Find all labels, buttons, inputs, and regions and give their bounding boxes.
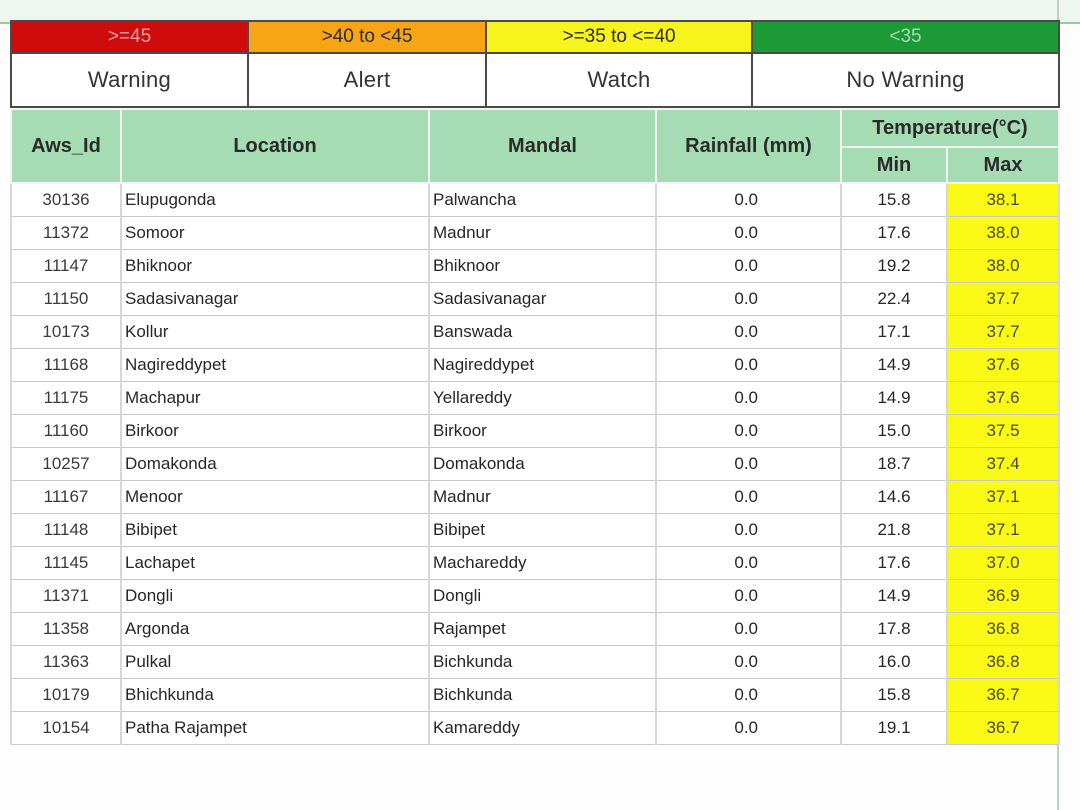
cell-min-temp: 15.8 (841, 183, 947, 217)
cell-mandal: Palwancha (429, 183, 656, 217)
table-row (11, 679, 1059, 712)
table-row (11, 448, 1059, 481)
cell-max-temp: 36.7 (947, 712, 1059, 745)
header-rainfall: Rainfall (mm) (656, 109, 841, 183)
cell-location: Domakonda (121, 448, 429, 481)
cell-aws-id: 30136 (11, 183, 121, 217)
cell-max-temp: 37.1 (947, 514, 1059, 547)
legend-label-no-warning: No Warning (752, 53, 1059, 107)
cell-location: Pulkal (121, 646, 429, 679)
cell-max-temp: 36.8 (947, 646, 1059, 679)
temperature-table (10, 108, 1060, 745)
cell-mandal: Madnur (429, 217, 656, 250)
cell-aws-id: 10173 (11, 316, 121, 349)
cell-aws-id: 11168 (11, 349, 121, 382)
cell-min-temp: 15.0 (841, 415, 947, 448)
cell-location: Patha Rajampet (121, 712, 429, 745)
cell-min-temp: 19.1 (841, 712, 947, 745)
cell-location: Sadasivanagar (121, 283, 429, 316)
cell-rainfall: 0.0 (656, 217, 841, 250)
cell-min-temp: 22.4 (841, 283, 947, 316)
cell-mandal: Machareddy (429, 547, 656, 580)
cell-min-temp: 17.6 (841, 217, 947, 250)
cell-min-temp: 17.6 (841, 547, 947, 580)
cell-mandal: Bichkunda (429, 679, 656, 712)
table-row (11, 712, 1059, 745)
cell-rainfall: 0.0 (656, 183, 841, 217)
cell-rainfall: 0.0 (656, 679, 841, 712)
cell-mandal: Rajampet (429, 613, 656, 646)
cell-rainfall: 0.0 (656, 316, 841, 349)
header-min: Min (841, 147, 947, 183)
header-max: Max (947, 147, 1059, 183)
cell-mandal: Kamareddy (429, 712, 656, 745)
table-row (11, 382, 1059, 415)
cell-rainfall: 0.0 (656, 448, 841, 481)
table-row (11, 646, 1059, 679)
cell-location: Elupugonda (121, 183, 429, 217)
cell-min-temp: 14.9 (841, 382, 947, 415)
cell-location: Dongli (121, 580, 429, 613)
legend-range-alert: >40 to <45 (248, 21, 486, 53)
cell-min-temp: 15.8 (841, 679, 947, 712)
cell-min-temp: 14.6 (841, 481, 947, 514)
cell-max-temp: 37.7 (947, 316, 1059, 349)
cell-rainfall: 0.0 (656, 547, 841, 580)
cell-mandal: Birkoor (429, 415, 656, 448)
cell-mandal: Nagireddypet (429, 349, 656, 382)
cell-location: Argonda (121, 613, 429, 646)
cell-min-temp: 19.2 (841, 250, 947, 283)
legend-label-watch: Watch (486, 53, 752, 107)
cell-location: Machapur (121, 382, 429, 415)
cell-max-temp: 36.9 (947, 580, 1059, 613)
cell-rainfall: 0.0 (656, 349, 841, 382)
cell-max-temp: 38.1 (947, 183, 1059, 217)
legend-range-warning: >=45 (11, 21, 248, 53)
cell-max-temp: 37.0 (947, 547, 1059, 580)
cell-max-temp: 37.6 (947, 349, 1059, 382)
cell-aws-id: 11150 (11, 283, 121, 316)
cell-aws-id: 11147 (11, 250, 121, 283)
cell-max-temp: 37.6 (947, 382, 1059, 415)
legend-range-row (11, 21, 1059, 53)
cell-min-temp: 16.0 (841, 646, 947, 679)
table-row (11, 580, 1059, 613)
cell-max-temp: 38.0 (947, 217, 1059, 250)
cell-aws-id: 10154 (11, 712, 121, 745)
cell-rainfall: 0.0 (656, 481, 841, 514)
cell-max-temp: 37.5 (947, 415, 1059, 448)
cell-min-temp: 21.8 (841, 514, 947, 547)
cell-rainfall: 0.0 (656, 382, 841, 415)
cell-location: Somoor (121, 217, 429, 250)
cell-location: Birkoor (121, 415, 429, 448)
cell-max-temp: 38.0 (947, 250, 1059, 283)
legend-range-no-warning: <35 (752, 21, 1059, 53)
cell-rainfall: 0.0 (656, 613, 841, 646)
cell-max-temp: 37.1 (947, 481, 1059, 514)
cell-location: Bhiknoor (121, 250, 429, 283)
legend-table (10, 20, 1060, 108)
cell-aws-id: 10257 (11, 448, 121, 481)
cell-rainfall: 0.0 (656, 646, 841, 679)
cell-aws-id: 11358 (11, 613, 121, 646)
legend-range-watch: >=35 to <=40 (486, 21, 752, 53)
cell-mandal: Sadasivanagar (429, 283, 656, 316)
cell-max-temp: 36.8 (947, 613, 1059, 646)
cell-rainfall: 0.0 (656, 283, 841, 316)
table-row (11, 481, 1059, 514)
cell-aws-id: 11372 (11, 217, 121, 250)
table-row (11, 349, 1059, 382)
cell-max-temp: 37.7 (947, 283, 1059, 316)
cell-max-temp: 36.7 (947, 679, 1059, 712)
cell-aws-id: 11175 (11, 382, 121, 415)
table-row (11, 514, 1059, 547)
cell-rainfall: 0.0 (656, 712, 841, 745)
cell-location: Kollur (121, 316, 429, 349)
table-header-row (11, 109, 1059, 147)
table-row (11, 613, 1059, 646)
cell-rainfall: 0.0 (656, 415, 841, 448)
cell-min-temp: 18.7 (841, 448, 947, 481)
legend-label-warning: Warning (11, 53, 248, 107)
header-temperature: Temperature(°C) (841, 109, 1059, 147)
table-row (11, 547, 1059, 580)
cell-mandal: Banswada (429, 316, 656, 349)
cell-location: Lachapet (121, 547, 429, 580)
cell-min-temp: 14.9 (841, 349, 947, 382)
cell-mandal: Dongli (429, 580, 656, 613)
legend-label-row (11, 53, 1059, 107)
cell-mandal: Bhiknoor (429, 250, 656, 283)
table-row (11, 183, 1059, 217)
cell-mandal: Yellareddy (429, 382, 656, 415)
cell-min-temp: 14.9 (841, 580, 947, 613)
table-row (11, 217, 1059, 250)
cell-aws-id: 11145 (11, 547, 121, 580)
table-row (11, 283, 1059, 316)
cell-min-temp: 17.8 (841, 613, 947, 646)
cell-location: Bhichkunda (121, 679, 429, 712)
cell-min-temp: 17.1 (841, 316, 947, 349)
cell-rainfall: 0.0 (656, 514, 841, 547)
cell-location: Nagireddypet (121, 349, 429, 382)
cell-aws-id: 11148 (11, 514, 121, 547)
cell-aws-id: 10179 (11, 679, 121, 712)
table-row (11, 250, 1059, 283)
cell-location: Bibipet (121, 514, 429, 547)
header-aws-id: Aws_Id (11, 109, 121, 183)
table-row (11, 415, 1059, 448)
cell-mandal: Bibipet (429, 514, 656, 547)
cell-aws-id: 11160 (11, 415, 121, 448)
cell-mandal: Madnur (429, 481, 656, 514)
cell-rainfall: 0.0 (656, 250, 841, 283)
cell-max-temp: 37.4 (947, 448, 1059, 481)
cell-mandal: Domakonda (429, 448, 656, 481)
cell-rainfall: 0.0 (656, 580, 841, 613)
header-location: Location (121, 109, 429, 183)
cell-location: Menoor (121, 481, 429, 514)
header-mandal: Mandal (429, 109, 656, 183)
cell-aws-id: 11371 (11, 580, 121, 613)
table-row (11, 316, 1059, 349)
cell-aws-id: 11363 (11, 646, 121, 679)
legend-label-alert: Alert (248, 53, 486, 107)
cell-mandal: Bichkunda (429, 646, 656, 679)
cell-aws-id: 11167 (11, 481, 121, 514)
